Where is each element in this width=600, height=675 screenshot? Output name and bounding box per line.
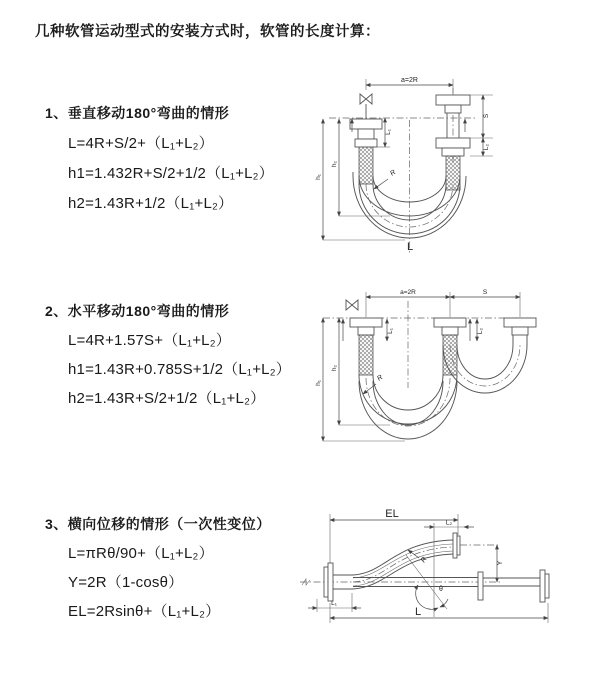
dim-l2 — [424, 520, 474, 618]
dim-a2r — [366, 77, 453, 93]
dim-label-el: EL — [385, 508, 399, 520]
right-pipe — [436, 95, 470, 190]
formula-s2-h2: h2=1.43R+S/2+1/2（L₁+L₂） — [68, 390, 266, 407]
section-1 — [45, 103, 274, 213]
formula-s1-h2: h2=1.43R+1/2（L₁+L₂） — [68, 195, 234, 212]
section-2 — [45, 301, 291, 408]
centerlines — [323, 301, 537, 388]
pipe-3 — [504, 318, 536, 345]
dim-label-l2: L₂ — [483, 143, 490, 151]
dim-label-l1: L₁ — [331, 600, 337, 607]
dim-el — [330, 508, 458, 567]
braided-hose-right — [446, 156, 460, 190]
dim-label-r: R — [419, 555, 429, 565]
dim-l — [330, 603, 548, 623]
dim-label-s: S — [482, 289, 488, 296]
formula-s1-h1: h1=1.432R+S/2+1/2（L₁+L₂） — [68, 165, 274, 182]
dims-top — [366, 289, 520, 317]
valve-icon — [360, 94, 372, 119]
dim-label-h1: h₁ — [315, 174, 322, 180]
section-3 — [45, 514, 271, 621]
flange-left — [324, 563, 353, 601]
dim-label-s: S — [483, 113, 490, 119]
formula-s2-L: L=4R+1.57S+（L₁+L₂） — [68, 332, 231, 349]
dim-l1 — [308, 593, 361, 612]
section-1-heading: 1、垂直移动180°弯曲的情形 — [45, 105, 230, 121]
dim-label-r: R — [389, 169, 398, 178]
dim-label-theta: θ — [439, 586, 443, 593]
page-title: 几种软管运动型式的安装方式时，软管的长度计算： — [35, 24, 380, 40]
section-3-heading: 3、横向位移的情形（一次性变位） — [45, 516, 271, 532]
formula-s1-L: L=4R+S/2+（L₁+L₂） — [68, 135, 214, 152]
dim-label-y: Y — [497, 560, 504, 566]
dim-label-r: R — [376, 374, 385, 383]
flange-bottom-right — [540, 570, 545, 602]
straight-pipe-original — [353, 570, 549, 602]
dim-label-l1: L₁ — [385, 129, 392, 135]
formula-s2-h1: h1=1.43R+0.785S+1/2（L₁+L₂） — [68, 361, 291, 378]
section-2-heading: 2、水平移动180°弯曲的情形 — [45, 303, 230, 319]
valve-icon — [346, 300, 358, 310]
left-flange — [350, 119, 382, 184]
dim-label-l2: L₂ — [445, 519, 453, 527]
diagram-lateral-displacement — [298, 505, 598, 650]
diagram-horizontal-180-bend — [315, 283, 600, 458]
dim-s — [470, 95, 493, 156]
dim-label-a2r: a=2R — [400, 289, 416, 296]
dim-label-a2r: a=2R — [401, 77, 418, 84]
formula-s3-L: L=πRθ/90+（L₁+L₂） — [68, 545, 214, 562]
formula-s3-Y: Y=2R（1-cosθ） — [68, 574, 184, 591]
dim-label-h2: h₂ — [331, 160, 338, 168]
braided-hose-left — [359, 147, 373, 184]
dim-label-l2: L₂ — [477, 327, 484, 335]
dim-label-h1: h₁ — [315, 380, 322, 386]
dim-y — [497, 545, 504, 582]
flange-top-right — [453, 533, 460, 558]
dim-label-l: L — [414, 606, 422, 618]
formula-s3-EL: EL=2Rsinθ+（L₁+L₂） — [68, 603, 221, 620]
dim-label-l1: L₁ — [387, 328, 394, 334]
diagram-vertical-180-bend — [315, 72, 600, 267]
radius-callout — [374, 169, 397, 189]
pipe-1 — [350, 318, 382, 375]
dim-label-L: L — [406, 241, 414, 253]
dim-label-h2: h₂ — [331, 364, 338, 372]
